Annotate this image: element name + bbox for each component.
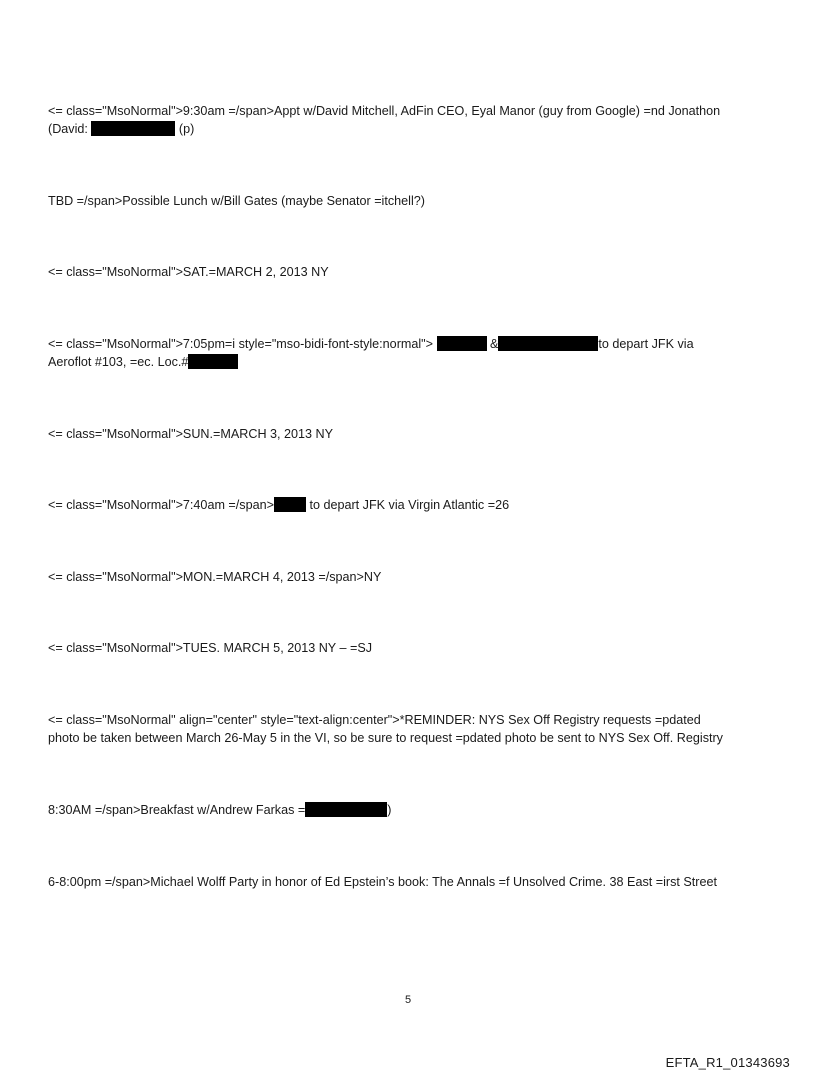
entry-line: & — [486, 337, 499, 351]
entry-date-mon-march-4 — [48, 568, 768, 586]
entry-line: <= class="MsoNormal" align="center" style="text-align:center">*REMINDER: NYS Sex Off Registry requests =pdated — [48, 713, 701, 727]
entry-date-tues-march-5 — [48, 639, 768, 657]
redaction-block — [188, 354, 238, 369]
entry-line: <= class="MsoNormal">MON.=MARCH 4, 2013 =/span>NY — [48, 570, 382, 584]
entry-wolff-party — [48, 873, 768, 891]
entry-depart-jfk-aeroflot — [48, 335, 768, 371]
entry-line: to depart JFK via Virgin Atlantic =26 — [305, 498, 510, 512]
entry-depart-jfk-virgin — [48, 496, 768, 514]
redaction-block — [91, 121, 175, 136]
entry-line: 8:30AM =/span>Breakfast w/Andrew Farkas = — [48, 803, 306, 817]
entry-line: <= class="MsoNormal">7:40am =/span> — [48, 498, 274, 512]
redaction-block — [305, 802, 387, 817]
redaction-block — [498, 336, 598, 351]
redaction-block — [437, 336, 487, 351]
entry-line: ) — [387, 803, 392, 817]
entry-lunch-bill-gates — [48, 192, 768, 210]
document-id-footer: EFTA_R1_01343693 — [665, 1055, 790, 1070]
entry-date-sat-march-2 — [48, 263, 768, 281]
entry-reminder-registry — [48, 711, 768, 747]
entry-date-sun-march-3 — [48, 425, 768, 443]
entry-line: 6-8:00pm =/span>Michael Wolff Party in honor of Ed Epstein’s book: The Annals =f Unsolved Crime. 38 East =irst Street — [48, 875, 717, 889]
page-number: 5 — [404, 994, 412, 1006]
entry-line: (p) — [175, 122, 195, 136]
entry-line: photo be taken between March 26-May 5 in the VI, so be sure to request =pdated photo be sent to NYS Sex Off. Registry — [48, 731, 723, 745]
entry-appt-david-mitchell — [48, 102, 768, 138]
entry-line: <= class="MsoNormal">9:30am =/span>Appt w/David Mitchell, AdFin CEO, Eyal Manor (guy from Google) =nd Jonathon — [48, 104, 721, 118]
entry-line: Aeroflot #103, =ec. Loc.# — [48, 355, 189, 369]
entry-line: to depart JFK via — [598, 337, 694, 351]
entry-line: <= class="MsoNormal">SUN.=MARCH 3, 2013 NY — [48, 427, 334, 441]
entry-breakfast-farkas — [48, 801, 768, 819]
entry-line: <= class="MsoNormal">7:05pm=i style="mso-bidi-font-style:normal"> — [48, 337, 437, 351]
entry-line: (David: — [48, 122, 92, 136]
entry-line: <= class="MsoNormal">TUES. MARCH 5, 2013 NY – =SJ — [48, 641, 373, 655]
redaction-block — [274, 497, 306, 512]
entry-line: <= class="MsoNormal">SAT.=MARCH 2, 2013 NY — [48, 265, 329, 279]
entry-line: TBD =/span>Possible Lunch w/Bill Gates (maybe Senator =itchell?) — [48, 194, 425, 208]
